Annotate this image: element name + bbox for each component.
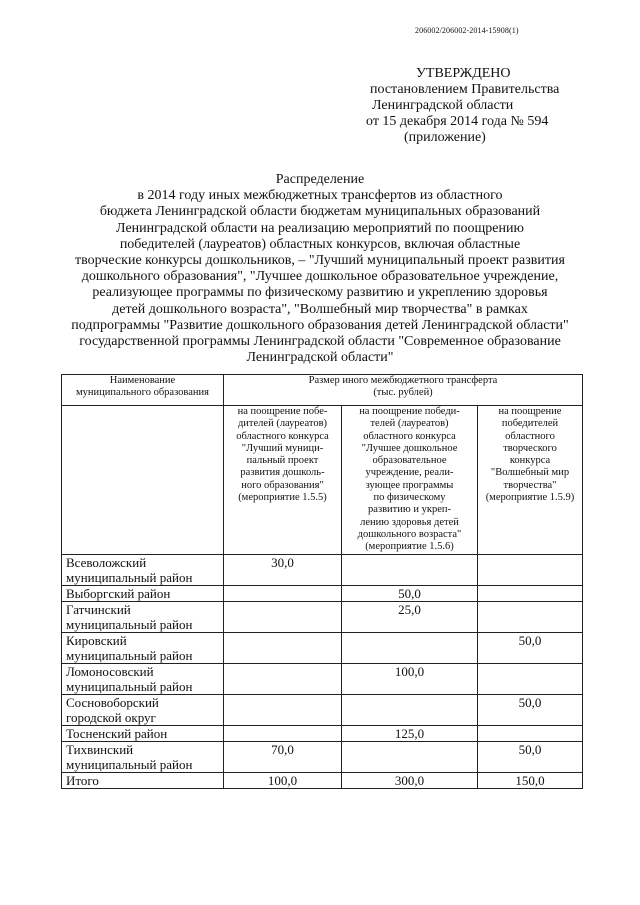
subheader-line: на поощрение побе- bbox=[237, 406, 328, 417]
subheader-line: пальный проект bbox=[246, 455, 319, 467]
subheader-line: (мероприятие 1.5.6) bbox=[365, 541, 454, 553]
row-municipality-name bbox=[62, 585, 224, 601]
subheader-line: зующее программы bbox=[365, 479, 454, 491]
cell-value-1-5-6: 25,0 bbox=[342, 601, 478, 632]
cell-total-1-5-9: 150,0 bbox=[478, 772, 583, 788]
table-row bbox=[62, 663, 583, 694]
row-total-label bbox=[62, 772, 224, 788]
heading-line: реализующее программы по физическому развитию и укреплению здоровья bbox=[92, 285, 548, 301]
heading-line: подпрограммы "Развитие дошкольного образования детей Ленинградской области" bbox=[71, 317, 569, 333]
row-municipality-name bbox=[62, 694, 224, 725]
row-name-line: Выборгский район bbox=[66, 585, 171, 601]
subheader-line: (мероприятие 1.5.9) bbox=[485, 492, 575, 504]
document-number: 206002/206002-2014-15908(1) bbox=[415, 26, 519, 35]
cell-value-1-5-9 bbox=[478, 585, 583, 601]
row-name-line: муниципальный район bbox=[66, 756, 193, 772]
heading-line: бюджета Ленинградской области бюджетам муниципальных образований bbox=[99, 204, 541, 220]
cell-value-1-5-9 bbox=[478, 554, 583, 585]
subheader-line: развития дошколь- bbox=[240, 467, 325, 479]
row-name-line: Кировский bbox=[66, 632, 127, 648]
subheader-line: "Волшебный мир bbox=[490, 467, 570, 479]
cell-value-1-5-5 bbox=[224, 632, 342, 663]
heading-line: дошкольного образования", "Лучшее дошкольное образовательное учреждение, bbox=[81, 269, 559, 285]
subheader-line: творческого bbox=[503, 442, 557, 454]
cell-total-1-5-5: 100,0 bbox=[224, 772, 342, 788]
heading-line: Ленинградской области на реализацию мероприятий по поощрению bbox=[116, 220, 524, 236]
subheader-line: развитию и укреп- bbox=[368, 504, 451, 516]
header-transfer-unit: (тыс. рублей) bbox=[373, 387, 433, 398]
approval-line-appendix: (приложение) bbox=[404, 130, 486, 145]
cell-value-1-5-5 bbox=[224, 663, 342, 694]
subheader-line: на поощрение bbox=[498, 406, 562, 417]
table-row bbox=[62, 554, 583, 585]
table-row bbox=[62, 725, 583, 741]
cell-value-1-5-6 bbox=[342, 694, 478, 725]
cell-value-1-5-9: 50,0 bbox=[478, 694, 583, 725]
cell-value-1-5-9 bbox=[478, 725, 583, 741]
cell-value-1-5-6 bbox=[342, 554, 478, 585]
subheader-line: по физическому bbox=[373, 492, 446, 504]
header-transfer-amount bbox=[224, 375, 583, 406]
subheader-line: областного конкурса bbox=[236, 430, 329, 442]
heading-line: государственной программы Ленинградской области "Современное образование bbox=[79, 334, 561, 350]
cell-value-1-5-5 bbox=[224, 725, 342, 741]
transfer-distribution-table bbox=[61, 374, 583, 789]
approval-line-region: Ленинградской области bbox=[372, 98, 514, 113]
cell-value-1-5-5 bbox=[224, 585, 342, 601]
cell-value-1-5-6: 50,0 bbox=[342, 585, 478, 601]
cell-value-1-5-5 bbox=[224, 694, 342, 725]
table-row bbox=[62, 632, 583, 663]
heading-title: Распределение bbox=[275, 172, 365, 187]
subheader-line: лению здоровья детей bbox=[360, 516, 459, 528]
row-municipality-name bbox=[62, 554, 224, 585]
cell-value-1-5-6 bbox=[342, 632, 478, 663]
cell-value-1-5-9: 50,0 bbox=[478, 632, 583, 663]
subheader-event-1-5-6 bbox=[342, 406, 478, 555]
heading-line: детей дошкольного возраста", "Волшебный мир творчества" в рамках bbox=[112, 301, 528, 317]
subheader-line: конкурса bbox=[509, 455, 551, 467]
subheader-line: учреждение, реали- bbox=[365, 467, 454, 479]
table-row bbox=[62, 601, 583, 632]
row-municipality-name bbox=[62, 601, 224, 632]
subheader-line: дошкольного возраста" bbox=[357, 528, 462, 540]
cell-total-1-5-6: 300,0 bbox=[342, 772, 478, 788]
row-name-line: Тихвинский bbox=[66, 741, 134, 757]
subheader-line: областного конкурса bbox=[363, 430, 456, 442]
row-name-line: городской округ bbox=[66, 709, 156, 725]
subheader-line: творчества" bbox=[503, 479, 557, 491]
table-row bbox=[62, 585, 583, 601]
row-name-line: муниципальный район bbox=[66, 647, 193, 663]
header-transfer-line: Размер иного межбюджетного трансферта bbox=[308, 375, 498, 386]
row-name-line: муниципальный район bbox=[66, 616, 193, 632]
row-name-line: Сосновоборский bbox=[66, 694, 159, 710]
subheader-event-1-5-9 bbox=[478, 406, 583, 555]
row-name-line: муниципальный район bbox=[66, 569, 193, 585]
cell-value-1-5-9 bbox=[478, 601, 583, 632]
subheader-line: ного образования" bbox=[241, 479, 324, 491]
subheader-line: победителей bbox=[501, 418, 559, 430]
subheader-line: дителей (лауреатов) bbox=[237, 418, 328, 430]
subheader-event-1-5-5 bbox=[224, 406, 342, 555]
row-municipality-name bbox=[62, 725, 224, 741]
subheader-line: образовательное bbox=[372, 455, 447, 467]
table-row bbox=[62, 694, 583, 725]
cell-value-1-5-6: 125,0 bbox=[342, 725, 478, 741]
document-heading bbox=[54, 172, 586, 366]
heading-line: творческие конкурсы дошкольников, – "Лучший муниципальный проект развития bbox=[75, 253, 565, 269]
cell-value-1-5-5: 70,0 bbox=[224, 741, 342, 772]
cell-value-1-5-6 bbox=[342, 741, 478, 772]
header-municipality bbox=[62, 375, 224, 406]
header-municipality-line: Наименование bbox=[109, 375, 176, 386]
subheader-line: "Лучшее дошкольное bbox=[361, 442, 458, 454]
approval-line-date: от 15 декабря 2014 года № 594 bbox=[366, 114, 549, 129]
subheader-line: (мероприятие 1.5.5) bbox=[238, 492, 327, 504]
cell-value-1-5-5: 30,0 bbox=[224, 554, 342, 585]
heading-line: в 2014 году иных межбюджетных трансфертов из областного bbox=[137, 188, 503, 204]
cell-value-1-5-6: 100,0 bbox=[342, 663, 478, 694]
row-name-line: Ломоносовский bbox=[66, 663, 154, 679]
header-spacer-cell bbox=[62, 406, 224, 555]
heading-line: победителей (лауреатов) областных конкурсов, включая областные bbox=[119, 236, 521, 252]
heading-line: Ленинградской области" bbox=[246, 350, 394, 366]
table-row-total bbox=[62, 772, 583, 788]
row-municipality-name bbox=[62, 741, 224, 772]
approval-title: УТВЕРЖДЕНО bbox=[416, 66, 511, 81]
header-municipality-line: муниципального образования bbox=[76, 387, 209, 398]
subheader-line: телей (лауреатов) bbox=[370, 418, 449, 430]
subheader-line: на поощрение победи- bbox=[359, 406, 460, 417]
row-name-line: Тосненский район bbox=[66, 725, 168, 741]
table-row bbox=[62, 741, 583, 772]
approval-block bbox=[366, 66, 560, 146]
row-name-line: муниципальный район bbox=[66, 678, 193, 694]
subheader-line: областного bbox=[505, 430, 555, 442]
cell-value-1-5-9: 50,0 bbox=[478, 741, 583, 772]
cell-value-1-5-5 bbox=[224, 601, 342, 632]
row-municipality-name bbox=[62, 632, 224, 663]
subheader-line: "Лучший муници- bbox=[241, 442, 324, 454]
row-municipality-name bbox=[62, 663, 224, 694]
cell-value-1-5-9 bbox=[478, 663, 583, 694]
row-name-line: Гатчинский bbox=[66, 601, 131, 617]
approval-line-resolution: постановлением Правительства bbox=[370, 82, 560, 97]
row-name-line: Итого bbox=[66, 772, 99, 788]
row-name-line: Всеволожский bbox=[66, 554, 147, 570]
